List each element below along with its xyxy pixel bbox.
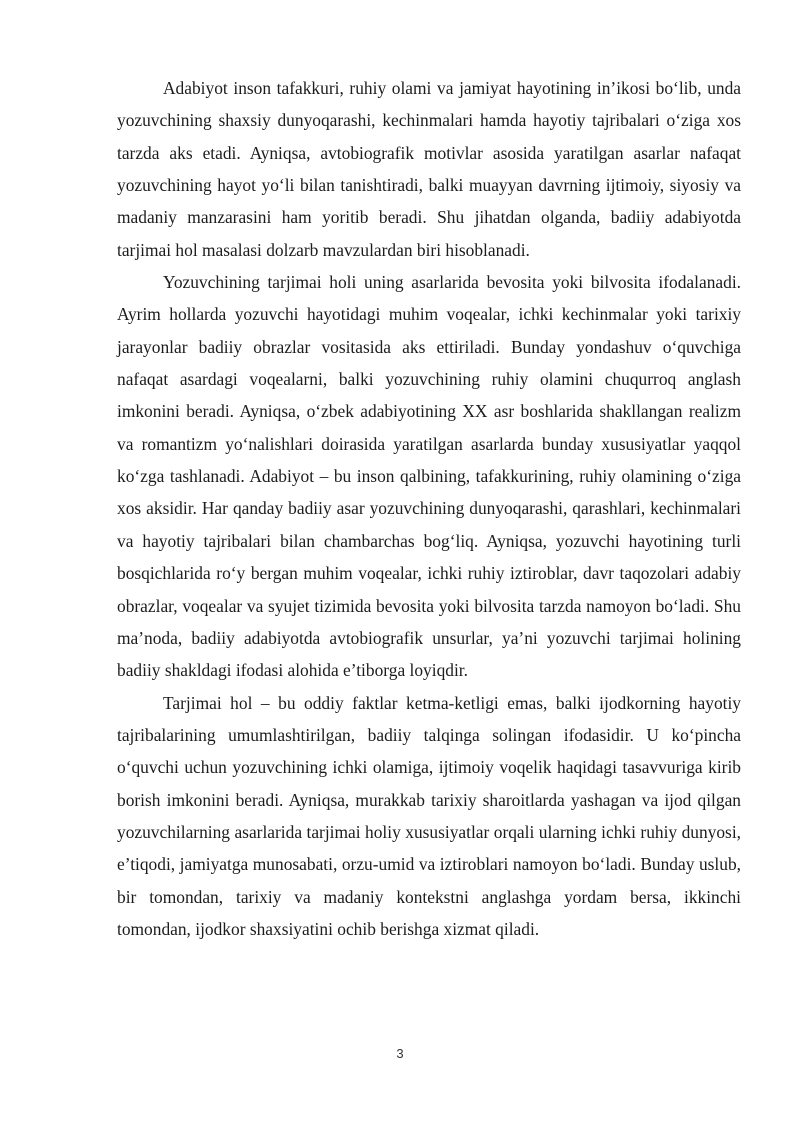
body-text [117, 72, 741, 945]
page-number: 3 [396, 1046, 404, 1061]
paragraph-3: Tarjimai hol – bu oddiy faktlar ketma-ketligi emas, balki ijodkorning hayotiy tajribalarining umumlashtirilgan, badiiy talqinga solingan ifodasidir. U ko‘pincha o‘quvchi uchun yozuvchining ichki olamiga, ijtimoiy voqelik haqidagi tasavvuriga kirib borish imkonini beradi. Ayniqsa, murakkab tarixiy sharoitlarda yashagan va ijod qilgan yozuvchilarning asarlarida tarjimai holiy xususiyatlar orqali ularning ichki ruhiy dunyosi, e’tiqodi, jamiyatga munosabati, orzu-umid va iztiroblari namoyon bo‘ladi. Bunday uslub, bir tomondan, tarixiy va madaniy kontekstni anglashga yordam bersa, ikkinchi tomondan, ijodkor shaxsiyatini ochib berishga xizmat qiladi. [117, 692, 741, 939]
paragraph-1: Adabiyot inson tafakkuri, ruhiy olami va jamiyat hayotining in’ikosi bo‘lib, unda yozuvchining shaxsiy dunyoqarashi, kechinmalari hamda hayotiy tajribalari o‘ziga xos tarzda aks etadi. Ayniqsa, avtobiografik motivlar asosida yaratilgan asarlar nafaqat yozuvchining hayot yo‘li bilan tanishtiradi, balki muayyan davrning ijtimoiy, siyosiy va madaniy manzarasini ham yoritib beradi. Shu jihatdan olganda, badiiy adabiyotda tarjimai hol masalasi dolzarb mavzulardan biri hisoblanadi. [117, 78, 741, 260]
paragraph-2: Yozuvchining tarjimai holi uning asarlarida bevosita yoki bilvosita ifodalanadi. Ayrim hollarda yozuvchi hayotidagi muhim voqealar, ichki kechinmalar yoki tarixiy jarayonlar badiiy obrazlar vositasida aks ettiriladi. Bunday yondashuv o‘quvchiga nafaqat asardagi voqealarni, balki yozuvchining ruhiy olamini chuqurroq anglash imkonini beradi. Ayniqsa, o‘zbek adabiyotining XX asr boshlarida shakllangan realizm va romantizm yo‘nalishlari doirasida yaratilgan asarlarda bunday xususiyatlar yaqqol ko‘zga tashlanadi. Adabiyot – bu inson qalbining, tafakkurining, ruhiy olamining o‘ziga xos aksidir. Har qanday badiiy asar yozuvchining dunyoqarashi, qarashlari, kechinmalari va hayotiy tajribalari bilan chambarchas bog‘liq. Ayniqsa, yozuvchi hayotining turli bosqichlarida ro‘y bergan muhim voqealar, ichki ruhiy iztiroblar, davr taqozolari adabiy obrazlar, voqealar va syujet tizimida bevosita yoki bilvosita tarzda namoyon bo‘ladi. Shu ma’noda, badiiy adabiyotda avtobiografik unsurlar, ya’ni yozuvchi tarjimai holining badiiy shakldagi ifodasi alohida e’tiborga loyiqdir. [117, 272, 741, 681]
